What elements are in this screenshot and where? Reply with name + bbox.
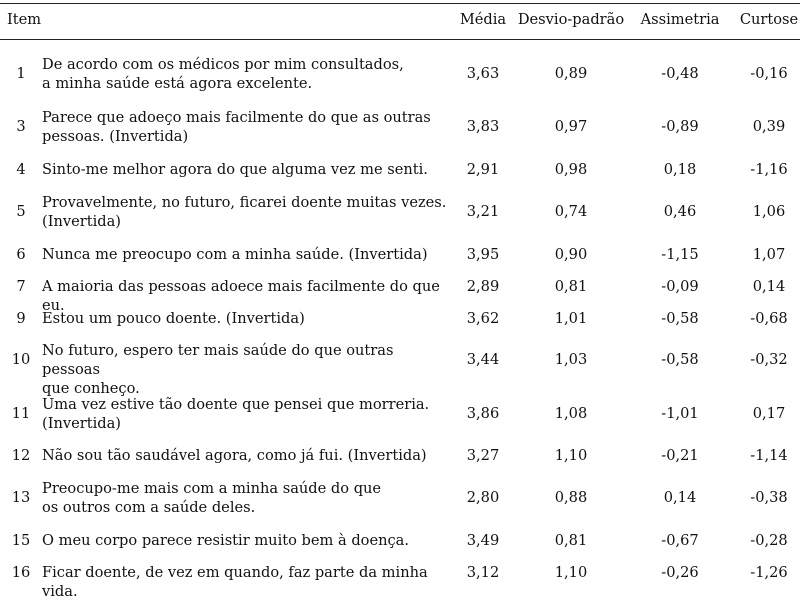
media-value: 3,63 <box>466 65 500 82</box>
media-value: 3,49 <box>466 532 500 549</box>
curtose-value: -0,32 <box>750 351 788 368</box>
header-item: Item <box>7 11 42 28</box>
desvio-padrao-value: 0,97 <box>554 118 588 135</box>
item-text <box>42 395 452 433</box>
media-value: 3,83 <box>466 118 500 135</box>
curtose-value: -1,26 <box>750 564 788 581</box>
header-desvio-padrao: Desvio-padrão <box>517 11 625 28</box>
item-number: 1 <box>16 65 26 82</box>
media-value: 3,21 <box>466 203 500 220</box>
item-text-line: a minha saúde está agora excelente. <box>42 75 313 92</box>
item-text <box>42 193 452 231</box>
assimetria-value: -0,21 <box>661 447 699 464</box>
item-text <box>42 309 452 328</box>
assimetria-value: -0,26 <box>661 564 699 581</box>
media-value: 3,95 <box>466 246 500 263</box>
item-number: 10 <box>11 351 31 368</box>
media-value: 2,91 <box>466 161 500 178</box>
item-text <box>42 55 452 93</box>
media-value: 3,86 <box>466 405 500 422</box>
assimetria-value: -1,15 <box>661 246 699 263</box>
curtose-value: -0,38 <box>750 489 788 506</box>
item-number: 5 <box>16 203 26 220</box>
item-text-line: Não sou tão saudável agora, como já fui. (Invertida) <box>42 447 427 464</box>
item-text-line: De acordo com os médicos por mim consultados, <box>42 56 404 73</box>
header-media: Média <box>459 11 507 28</box>
media-value: 2,80 <box>466 489 500 506</box>
assimetria-value: 0,14 <box>663 489 697 506</box>
item-text <box>42 160 452 179</box>
item-number: 3 <box>16 118 26 135</box>
assimetria-value: -0,67 <box>661 532 699 549</box>
item-text-line: pessoas. (Invertida) <box>42 128 189 145</box>
media-value: 2,89 <box>466 278 500 295</box>
media-value: 3,62 <box>466 310 500 327</box>
item-text-line: Provavelmente, no futuro, ficarei doente muitas vezes. <box>42 194 447 211</box>
desvio-padrao-value: 1,01 <box>554 310 588 327</box>
assimetria-value: 0,46 <box>663 203 697 220</box>
desvio-padrao-value: 1,10 <box>554 447 588 464</box>
item-number: 11 <box>11 405 31 422</box>
assimetria-value: -0,89 <box>661 118 699 135</box>
desvio-padrao-value: 0,98 <box>554 161 588 178</box>
item-text-line: No futuro, espero ter mais saúde do que outras pessoas <box>42 342 394 378</box>
curtose-value: 1,07 <box>752 246 786 263</box>
item-text-line: A maioria das pessoas adoece mais facilmente do que eu. <box>42 278 440 314</box>
item-text <box>42 245 452 264</box>
item-text <box>42 446 452 465</box>
assimetria-value: -0,58 <box>661 310 699 327</box>
desvio-padrao-value: 1,03 <box>554 351 588 368</box>
desvio-padrao-value: 0,81 <box>554 532 588 549</box>
curtose-value: -1,14 <box>750 447 788 464</box>
item-text-line: os outros com a saúde deles. <box>42 499 256 516</box>
item-text-line: que conheço. <box>42 380 140 397</box>
assimetria-value: -0,09 <box>661 278 699 295</box>
item-text-line: (Invertida) <box>42 415 121 432</box>
item-text-line: Estou um pouco doente. (Invertida) <box>42 310 305 327</box>
item-text-line: Preocupo-me mais com a minha saúde do que <box>42 480 382 497</box>
curtose-value: 0,39 <box>752 118 786 135</box>
item-number: 7 <box>16 278 26 295</box>
curtose-value: -0,68 <box>750 310 788 327</box>
item-text-line: Ficar doente, de vez em quando, faz parte da minha vida. <box>42 564 428 600</box>
desvio-padrao-value: 0,88 <box>554 489 588 506</box>
desvio-padrao-value: 0,81 <box>554 278 588 295</box>
item-text <box>42 108 452 146</box>
item-number: 12 <box>11 447 31 464</box>
assimetria-value: -1,01 <box>661 405 699 422</box>
item-text <box>42 341 452 398</box>
header-assimetria: Assimetria <box>640 11 720 28</box>
desvio-padrao-value: 0,90 <box>554 246 588 263</box>
assimetria-value: 0,18 <box>663 161 697 178</box>
item-text-line: Sinto-me melhor agora do que alguma vez me senti. <box>42 161 428 178</box>
media-value: 3,44 <box>466 351 500 368</box>
item-text-line: O meu corpo parece resistir muito bem à doença. <box>42 532 409 549</box>
item-text <box>42 531 452 550</box>
curtose-value: -1,16 <box>750 161 788 178</box>
item-number: 16 <box>11 564 31 581</box>
header-bottom-rule <box>0 39 800 40</box>
item-text-line: Parece que adoeço mais facilmente do que as outras <box>42 109 431 126</box>
item-number: 9 <box>16 310 26 327</box>
desvio-padrao-value: 0,89 <box>554 65 588 82</box>
curtose-value: -0,28 <box>750 532 788 549</box>
item-number: 4 <box>16 161 26 178</box>
item-text-line: (Invertida) <box>42 213 121 230</box>
assimetria-value: -0,48 <box>661 65 699 82</box>
desvio-padrao-value: 1,10 <box>554 564 588 581</box>
item-text <box>42 479 452 517</box>
media-value: 3,27 <box>466 447 500 464</box>
table-top-rule <box>0 3 800 4</box>
media-value: 3,12 <box>466 564 500 581</box>
curtose-value: 1,06 <box>752 203 786 220</box>
desvio-padrao-value: 0,74 <box>554 203 588 220</box>
item-text-line: Nunca me preocupo com a minha saúde. (Invertida) <box>42 246 428 263</box>
item-number: 15 <box>11 532 31 549</box>
item-number: 6 <box>16 246 26 263</box>
desvio-padrao-value: 1,08 <box>554 405 588 422</box>
header-curtose: Curtose <box>739 11 799 28</box>
item-text-line: Uma vez estive tão doente que pensei que morreria. <box>42 396 430 413</box>
curtose-value: 0,17 <box>752 405 786 422</box>
curtose-value: -0,16 <box>750 65 788 82</box>
assimetria-value: -0,58 <box>661 351 699 368</box>
item-text <box>42 563 452 601</box>
item-number: 13 <box>11 489 31 506</box>
curtose-value: 0,14 <box>752 278 786 295</box>
